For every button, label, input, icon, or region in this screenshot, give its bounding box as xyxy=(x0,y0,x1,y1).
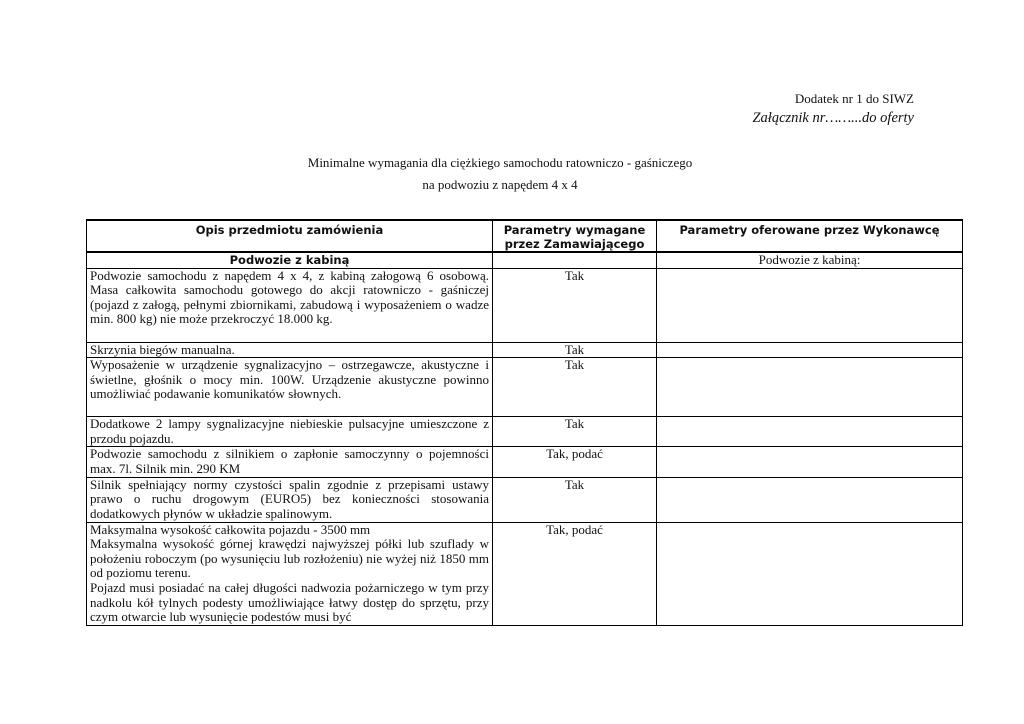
table-row xyxy=(87,417,963,447)
row-required: Tak, podać xyxy=(493,447,657,477)
row-offered-input[interactable] xyxy=(657,522,963,625)
table-row xyxy=(87,268,963,342)
table-row xyxy=(87,358,963,417)
column-header-required: Parametry wymagane przez Zamawiającego xyxy=(493,220,657,252)
row-description: Silnik spełniający normy czystości spalin zgodnie z przepisami ustawy prawo o ruchu drogowym (EURO5) bez konieczności stosowania dodatkowych płynów w układzie spalinowym. xyxy=(87,477,493,522)
table-row xyxy=(87,342,963,358)
row-offered-input[interactable] xyxy=(657,358,963,417)
offer-attachment-label: Załącznik nr……...do oferty xyxy=(752,110,914,126)
row-description: Maksymalna wysokość całkowita pojazdu - 3500 mm Maksymalna wysokość górnej krawędzi najwyższej półki lub szuflady w położeniu roboczym (po wysunięciu lub rozłożeniu) nie wyżej niż 1850 mm od poziomu terenu. Pojazd musi posiadać na całej długości nadwozia pożarniczego w tym przy nadkolu kół tylnych podesty umożliwiające łatwy dostęp do sprzętu, przy czym otwarcie lub wysunięcie podestów musi być xyxy=(87,522,493,625)
row-required: Tak, podać xyxy=(493,522,657,625)
row-offered-input[interactable] xyxy=(657,417,963,447)
section-row xyxy=(87,252,963,268)
row-description: Podwozie samochodu z silnikiem o zapłonie samoczynny o pojemności max. 7l. Silnik min. 290 KM xyxy=(87,447,493,477)
row-required: Tak xyxy=(493,268,657,342)
row-required: Tak xyxy=(493,342,657,358)
row-offered-input[interactable] xyxy=(657,268,963,342)
document-subtitle: na podwoziu z napędem 4 x 4 xyxy=(422,177,578,192)
table-row xyxy=(87,477,963,522)
row-description: Wyposażenie w urządzenie sygnalizacyjno – ostrzegawcze, akustyczne i świetlne, głośnik o mocy min. 100W. Urządzenie akustyczne powinno umożliwiać podawanie komunikatów słownych. xyxy=(87,358,493,417)
column-header-description: Opis przedmiotu zamówienia xyxy=(87,220,493,252)
row-required: Tak xyxy=(493,358,657,417)
table-row xyxy=(87,522,963,625)
section-offered-label: Podwozie z kabiną: xyxy=(657,252,963,268)
row-offered-input[interactable] xyxy=(657,477,963,522)
row-description: Dodatkowe 2 lampy sygnalizacyjne niebieskie pulsacyjne umieszczone z przodu pojazdu. xyxy=(87,417,493,447)
row-offered-input[interactable] xyxy=(657,342,963,358)
requirements-table xyxy=(86,219,963,626)
row-required: Tak xyxy=(493,477,657,522)
row-description: Skrzynia biegów manualna. xyxy=(87,342,493,358)
table-header-row xyxy=(87,220,963,252)
section-name: Podwozie z kabiną xyxy=(87,252,493,268)
row-required: Tak xyxy=(493,417,657,447)
column-header-offered: Parametry oferowane przez Wykonawcę xyxy=(657,220,963,252)
annex-label: Dodatek nr 1 do SIWZ xyxy=(794,91,914,106)
section-required-cell xyxy=(493,252,657,268)
row-description: Podwozie samochodu z napędem 4 x 4, z kabiną załogową 6 osobową. Masa całkowita samochodu gotowego do akcji ratowniczo - gaśniczej (pojazd z załogą, pełnymi zbiornikami, zabudową i wyposażeniem o wadze min. 800 kg) nie może przekroczyć 18.000 kg. xyxy=(87,268,493,342)
row-offered-input[interactable] xyxy=(657,447,963,477)
document-title: Minimalne wymagania dla ciężkiego samochodu ratowniczo - gaśniczego xyxy=(307,155,693,170)
table-row xyxy=(87,447,963,477)
